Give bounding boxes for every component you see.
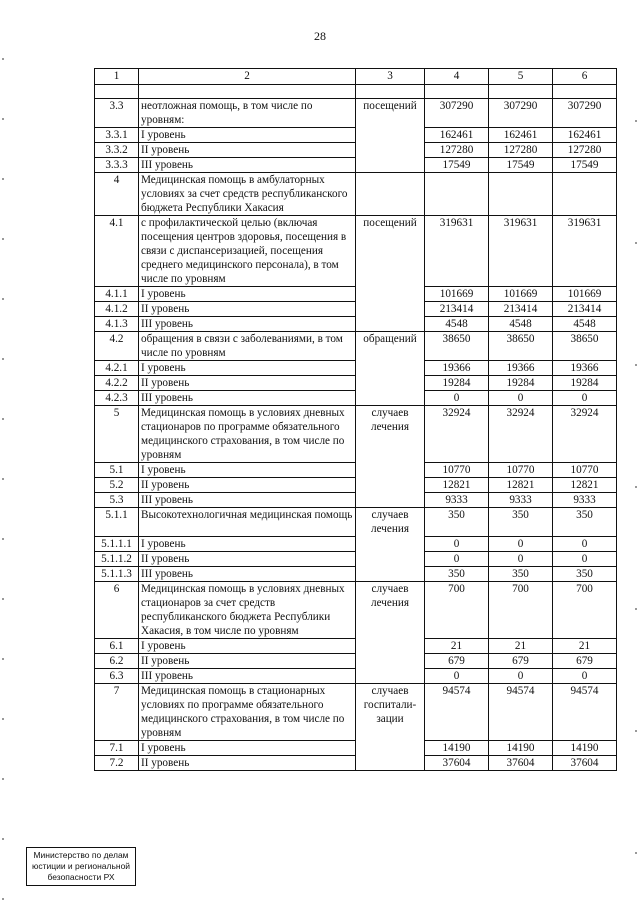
row-unit-cell: случаев лечения	[356, 406, 425, 463]
header-cell: 4	[425, 69, 489, 85]
stamp-line: безопасности РХ	[47, 872, 115, 882]
row-number-cell: 4.2.2	[95, 376, 139, 391]
row-value-col5-cell: 37604	[489, 755, 553, 770]
row-value-col6-cell: 19366	[553, 361, 617, 376]
row-value-col5-cell: 700	[489, 581, 553, 638]
row-number-cell: 6.3	[95, 668, 139, 683]
row-name-cell: I уровень	[139, 638, 356, 653]
table-row	[95, 653, 617, 668]
row-value-col6-cell: 94574	[553, 683, 617, 740]
row-number-cell: 5.2	[95, 478, 139, 493]
table-row	[95, 463, 617, 478]
row-unit-cell	[356, 173, 425, 216]
row-value-col4-cell: 9333	[425, 493, 489, 508]
table-row	[95, 668, 617, 683]
table-row	[95, 287, 617, 302]
row-name-cell: III уровень	[139, 317, 356, 332]
header-cell: 5	[489, 69, 553, 85]
row-value-col4-cell: 4548	[425, 317, 489, 332]
row-value-col4-cell: 213414	[425, 302, 489, 317]
table-row	[95, 638, 617, 653]
scan-edge-left	[2, 0, 4, 905]
row-number-cell: 6.1	[95, 638, 139, 653]
blank-row	[95, 85, 617, 99]
row-number-cell: 7.2	[95, 755, 139, 770]
row-name-cell: III уровень	[139, 566, 356, 581]
row-value-col4-cell: 101669	[425, 287, 489, 302]
row-unit-cell	[356, 668, 425, 683]
row-name-cell: Медицинская помощь в условиях дневных стационаров по программе обязательного медицинского страхования, в том числе по уровням	[139, 406, 356, 463]
row-value-col4-cell	[425, 173, 489, 216]
header-cell: 1	[95, 69, 139, 85]
row-unit-cell: случаев госпитали-зации	[356, 683, 425, 740]
row-value-col6-cell: 14190	[553, 740, 617, 755]
row-number-cell: 4.2.3	[95, 391, 139, 406]
row-number-cell: 3.3.1	[95, 128, 139, 143]
row-number-cell: 3.3.2	[95, 143, 139, 158]
table-row	[95, 317, 617, 332]
row-value-col6-cell: 38650	[553, 332, 617, 361]
table-row	[95, 683, 617, 740]
row-value-col4-cell: 0	[425, 551, 489, 566]
stamp-line: юстиции и региональной	[31, 861, 131, 871]
row-value-col6-cell: 19284	[553, 376, 617, 391]
row-number-cell: 6	[95, 581, 139, 638]
row-name-cell: I уровень	[139, 361, 356, 376]
row-unit-cell	[356, 638, 425, 653]
row-number-cell: 5.3	[95, 493, 139, 508]
row-value-col5-cell: 21	[489, 638, 553, 653]
row-number-cell: 3.3.3	[95, 158, 139, 173]
row-number-cell: 4	[95, 173, 139, 216]
indicators-table	[94, 68, 617, 771]
row-value-col6-cell	[553, 173, 617, 216]
row-value-col6-cell: 0	[553, 551, 617, 566]
table-row	[95, 391, 617, 406]
row-name-cell: с профилактической целью (включая посещения центров здоровья, посещения в связи с диспансеризацией, посещения среднего медицинского персонала), в том числе по уровням	[139, 216, 356, 287]
row-unit-cell	[356, 566, 425, 581]
row-value-col5-cell: 94574	[489, 683, 553, 740]
row-unit-cell	[356, 478, 425, 493]
row-name-cell: I уровень	[139, 740, 356, 755]
ministry-stamp	[26, 847, 136, 886]
row-value-col5-cell: 213414	[489, 302, 553, 317]
row-value-col5-cell: 0	[489, 668, 553, 683]
row-number-cell: 4.1.1	[95, 287, 139, 302]
row-value-col5-cell: 17549	[489, 158, 553, 173]
row-value-col4-cell: 94574	[425, 683, 489, 740]
row-value-col4-cell: 19366	[425, 361, 489, 376]
row-value-col4-cell: 32924	[425, 406, 489, 463]
row-value-col4-cell: 127280	[425, 143, 489, 158]
row-name-cell: I уровень	[139, 463, 356, 478]
row-name-cell: III уровень	[139, 391, 356, 406]
row-number-cell: 7	[95, 683, 139, 740]
row-number-cell: 4.1	[95, 216, 139, 287]
row-value-col4-cell: 38650	[425, 332, 489, 361]
row-value-col5-cell: 38650	[489, 332, 553, 361]
row-number-cell: 4.2	[95, 332, 139, 361]
row-value-col5-cell: 9333	[489, 493, 553, 508]
row-value-col4-cell: 350	[425, 508, 489, 537]
row-unit-cell: посещений	[356, 216, 425, 287]
row-value-col6-cell: 307290	[553, 99, 617, 128]
row-value-col6-cell: 162461	[553, 128, 617, 143]
row-value-col6-cell: 0	[553, 668, 617, 683]
row-value-col6-cell: 17549	[553, 158, 617, 173]
row-name-cell: II уровень	[139, 551, 356, 566]
table-row	[95, 302, 617, 317]
row-value-col5-cell: 162461	[489, 128, 553, 143]
row-value-col5-cell: 12821	[489, 478, 553, 493]
table-row	[95, 128, 617, 143]
row-unit-cell	[356, 302, 425, 317]
row-name-cell: III уровень	[139, 493, 356, 508]
row-value-col4-cell: 21	[425, 638, 489, 653]
stamp-line: Министерство по делам	[33, 850, 129, 860]
row-value-col6-cell: 213414	[553, 302, 617, 317]
row-value-col5-cell	[489, 173, 553, 216]
row-number-cell: 5.1.1.1	[95, 536, 139, 551]
row-unit-cell	[356, 143, 425, 158]
row-name-cell: II уровень	[139, 143, 356, 158]
row-value-col5-cell: 32924	[489, 406, 553, 463]
row-value-col6-cell: 127280	[553, 143, 617, 158]
row-unit-cell: посещений	[356, 99, 425, 128]
table-row	[95, 216, 617, 287]
row-name-cell: I уровень	[139, 287, 356, 302]
row-unit-cell: случаев лечения	[356, 581, 425, 638]
table-row	[95, 740, 617, 755]
row-value-col5-cell: 350	[489, 566, 553, 581]
table-row	[95, 581, 617, 638]
row-value-col5-cell: 0	[489, 536, 553, 551]
row-unit-cell	[356, 317, 425, 332]
row-value-col6-cell: 700	[553, 581, 617, 638]
row-number-cell: 5.1.1.2	[95, 551, 139, 566]
row-unit-cell	[356, 391, 425, 406]
row-value-col6-cell: 12821	[553, 478, 617, 493]
header-cell: 2	[139, 69, 356, 85]
row-name-cell: II уровень	[139, 376, 356, 391]
row-value-col5-cell: 0	[489, 391, 553, 406]
row-unit-cell	[356, 653, 425, 668]
table-row	[95, 508, 617, 537]
table-row	[95, 406, 617, 463]
row-value-col6-cell: 101669	[553, 287, 617, 302]
header-cell: 3	[356, 69, 425, 85]
row-name-cell: Медицинская помощь в условиях дневных стационаров за счет средств республиканского бюджета Республики Хакасия, в том числе по уровням	[139, 581, 356, 638]
row-unit-cell	[356, 376, 425, 391]
row-value-col6-cell: 9333	[553, 493, 617, 508]
row-name-cell: Медицинская помощь в амбулаторных условиях за счет средств республиканского бюджета Республики Хакасия	[139, 173, 356, 216]
row-unit-cell: обращений	[356, 332, 425, 361]
row-value-col5-cell: 350	[489, 508, 553, 537]
row-number-cell: 7.1	[95, 740, 139, 755]
row-value-col6-cell: 0	[553, 391, 617, 406]
row-value-col4-cell: 679	[425, 653, 489, 668]
row-value-col4-cell: 162461	[425, 128, 489, 143]
table-row	[95, 173, 617, 216]
row-value-col4-cell: 37604	[425, 755, 489, 770]
row-value-col6-cell: 350	[553, 566, 617, 581]
row-unit-cell: случаев лечения	[356, 508, 425, 537]
row-name-cell: II уровень	[139, 478, 356, 493]
row-value-col4-cell: 14190	[425, 740, 489, 755]
row-name-cell: II уровень	[139, 755, 356, 770]
row-value-col5-cell: 10770	[489, 463, 553, 478]
row-name-cell: Высокотехнологичная медицинская помощь	[139, 508, 356, 537]
row-value-col4-cell: 12821	[425, 478, 489, 493]
row-value-col5-cell: 4548	[489, 317, 553, 332]
row-name-cell: II уровень	[139, 653, 356, 668]
row-unit-cell	[356, 287, 425, 302]
header-row	[95, 69, 617, 85]
table-row	[95, 332, 617, 361]
row-value-col5-cell: 19366	[489, 361, 553, 376]
table-row	[95, 566, 617, 581]
row-value-col4-cell: 10770	[425, 463, 489, 478]
row-value-col6-cell: 350	[553, 508, 617, 537]
table-row	[95, 158, 617, 173]
row-name-cell: III уровень	[139, 668, 356, 683]
row-value-col5-cell: 19284	[489, 376, 553, 391]
row-unit-cell	[356, 361, 425, 376]
table-row	[95, 376, 617, 391]
row-value-col4-cell: 0	[425, 668, 489, 683]
row-number-cell: 4.2.1	[95, 361, 139, 376]
row-value-col4-cell: 700	[425, 581, 489, 638]
row-value-col6-cell: 10770	[553, 463, 617, 478]
row-value-col5-cell: 307290	[489, 99, 553, 128]
row-number-cell: 5	[95, 406, 139, 463]
table-row	[95, 755, 617, 770]
table-row	[95, 536, 617, 551]
row-name-cell: неотложная помощь, в том числе по уровням:	[139, 99, 356, 128]
row-unit-cell	[356, 536, 425, 551]
row-value-col5-cell: 0	[489, 551, 553, 566]
row-value-col5-cell: 101669	[489, 287, 553, 302]
row-value-col6-cell: 319631	[553, 216, 617, 287]
row-unit-cell	[356, 463, 425, 478]
row-value-col4-cell: 19284	[425, 376, 489, 391]
table-row	[95, 361, 617, 376]
row-number-cell: 6.2	[95, 653, 139, 668]
row-unit-cell	[356, 740, 425, 755]
row-value-col6-cell: 37604	[553, 755, 617, 770]
row-number-cell: 4.1.2	[95, 302, 139, 317]
row-value-col5-cell: 679	[489, 653, 553, 668]
row-unit-cell	[356, 493, 425, 508]
row-value-col6-cell: 4548	[553, 317, 617, 332]
page-number: 28	[314, 29, 326, 43]
row-name-cell: Медицинская помощь в стационарных условиях по программе обязательного медицинского страхования, в том числе по уровням	[139, 683, 356, 740]
row-unit-cell	[356, 755, 425, 770]
row-value-col4-cell: 350	[425, 566, 489, 581]
row-value-col6-cell: 21	[553, 638, 617, 653]
row-value-col4-cell: 0	[425, 391, 489, 406]
row-number-cell: 5.1	[95, 463, 139, 478]
row-value-col4-cell: 319631	[425, 216, 489, 287]
row-unit-cell	[356, 551, 425, 566]
scan-edge-right	[635, 0, 637, 905]
row-value-col6-cell: 32924	[553, 406, 617, 463]
row-value-col4-cell: 17549	[425, 158, 489, 173]
table-row	[95, 143, 617, 158]
row-name-cell: I уровень	[139, 128, 356, 143]
table-row	[95, 478, 617, 493]
row-value-col5-cell: 127280	[489, 143, 553, 158]
row-value-col5-cell: 14190	[489, 740, 553, 755]
row-number-cell: 4.1.3	[95, 317, 139, 332]
row-unit-cell	[356, 158, 425, 173]
table-row	[95, 99, 617, 128]
row-value-col6-cell: 679	[553, 653, 617, 668]
row-value-col4-cell: 307290	[425, 99, 489, 128]
table-row	[95, 551, 617, 566]
row-value-col6-cell: 0	[553, 536, 617, 551]
header-cell: 6	[553, 69, 617, 85]
row-name-cell: II уровень	[139, 302, 356, 317]
row-unit-cell	[356, 128, 425, 143]
row-name-cell: III уровень	[139, 158, 356, 173]
row-name-cell: обращения в связи с заболеваниями, в том числе по уровням	[139, 332, 356, 361]
row-number-cell: 5.1.1.3	[95, 566, 139, 581]
row-number-cell: 3.3	[95, 99, 139, 128]
row-value-col4-cell: 0	[425, 536, 489, 551]
row-number-cell: 5.1.1	[95, 508, 139, 537]
row-name-cell: I уровень	[139, 536, 356, 551]
table-row	[95, 493, 617, 508]
row-value-col5-cell: 319631	[489, 216, 553, 287]
